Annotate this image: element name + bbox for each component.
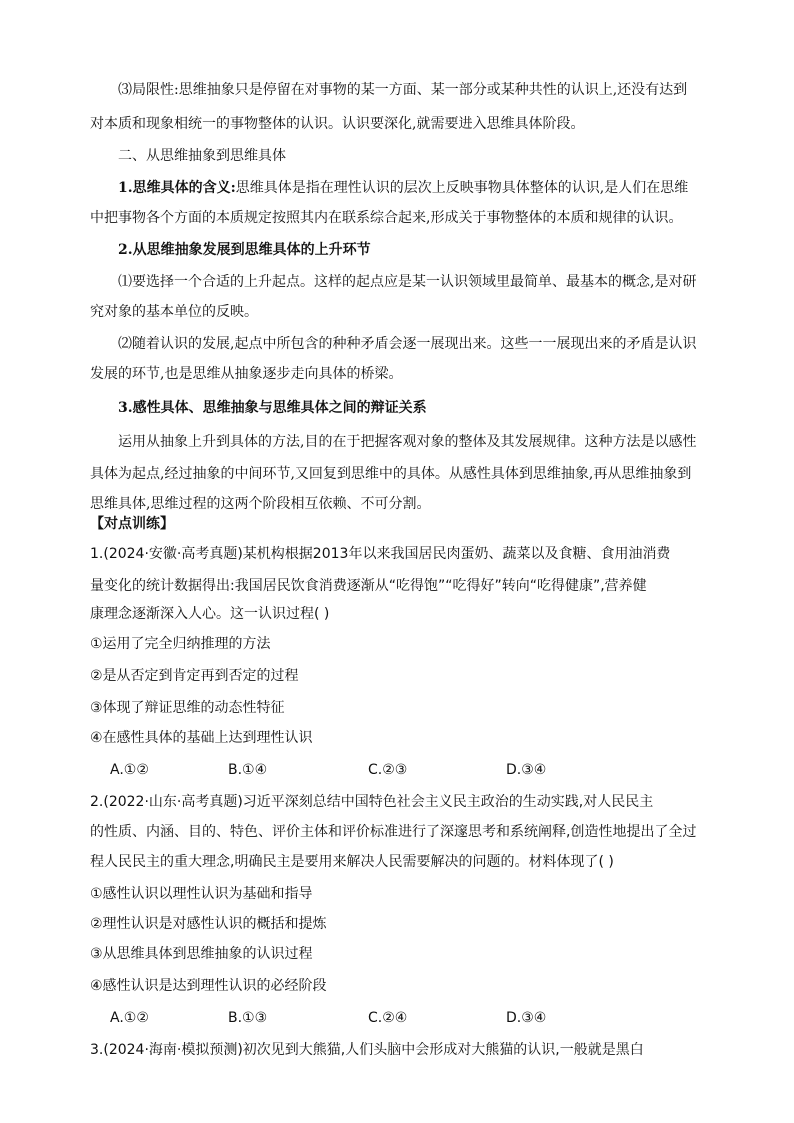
question-2-statement-4: ④感性认识是达到理性认识的必经阶段 [90, 978, 327, 994]
question-2-line-1: 2.(2022·山东·高考真题)习近平深刻总结中国特色社会主义民主政治的生动实践,对人民民主 [90, 794, 654, 810]
question-2-option-c[interactable]: C.②④ [368, 1010, 408, 1026]
question-1-option-a[interactable]: A.①② [110, 762, 149, 778]
item-1-line-2: 中把事物各个方面的本质规定按照其内在联系综合起来,形成关于事物整体的本质和规律的认识。 [90, 210, 683, 226]
question-1-line-2: 量变化的统计数据得出:我国居民饮食消费逐渐从“吃得饱”“吃得好”转向“吃得健康”,营养健 [90, 578, 647, 594]
limitation-line-2: 对本质和现象相统一的事物整体的认识。认识要深化,就需要进入思维具体阶段。 [90, 116, 585, 132]
item-2-point-1-line-2: 究对象的基本单位的反映。 [90, 304, 258, 320]
question-2-line-2: 的性质、内涵、目的、特色、评价主体和评价标准进行了深邃思考和系统阐释,创造性地提出了全过 [90, 824, 697, 840]
question-2-options [110, 1008, 610, 1028]
item-3-line-2: 具体为起点,经过抽象的中间环节,又回复到思维中的具体。从感性具体到思维抽象,再从思维抽象到 [90, 466, 692, 482]
question-2-option-b[interactable]: B.①③ [228, 1010, 268, 1026]
item-3-title: 3.感性具体、思维抽象与思维具体之间的辩证关系 [118, 400, 427, 416]
item-1-text: 思维具体是指在理性认识的层次上反映事物具体整体的认识,是人们在思维 [235, 180, 689, 196]
item-1-line-1 [118, 178, 688, 198]
item-3-line-3: 思维具体,思维过程的这两个阶段相互依赖、不可分割。 [90, 496, 431, 512]
item-2-point-2-line-1: ⑵随着认识的发展,起点中所包含的种种矛盾会逐一展现出来。这些一一展现出来的矛盾是认识 [118, 336, 697, 352]
question-2-statement-3: ③从思维具体到思维抽象的认识过程 [90, 946, 313, 962]
item-1-title: 1.思维具体的含义: [118, 180, 236, 196]
question-1-statement-1: ①运用了完全归纳推理的方法 [90, 636, 271, 652]
question-1-line-3: 康理念逐渐深入人心。这一认识过程( ) [90, 606, 330, 622]
question-1-statement-2: ②是从否定到肯定再到否定的过程 [90, 668, 299, 684]
question-1-statement-3: ③体现了辩证思维的动态性特征 [90, 700, 285, 716]
item-2-point-2-line-2: 发展的环节,也是思维从抽象逐步走向具体的桥梁。 [90, 366, 403, 382]
question-1-option-b[interactable]: B.①④ [228, 762, 268, 778]
question-2-statement-2: ②理性认识是对感性认识的概括和提炼 [90, 916, 327, 932]
limitation-line-1: ⑶局限性:思维抽象只是停留在对事物的某一方面、某一部分或某种共性的认识上,还没有达到 [118, 82, 688, 98]
section-2-title: 二、从思维抽象到思维具体 [118, 148, 286, 164]
item-2-title: 2.从思维抽象发展到思维具体的上升环节 [118, 242, 371, 258]
question-1-statement-4: ④在感性具体的基础上达到理性认识 [90, 730, 313, 746]
question-2-statement-1: ①感性认识以理性认识为基础和指导 [90, 886, 313, 902]
question-1-line-1: 1.(2024·安徽·高考真题)某机构根据2013年以来我国居民肉蛋奶、蔬菜以及食糖、食用油消费 [90, 546, 671, 562]
training-heading: 【对点训练】 [90, 516, 174, 532]
question-1-option-c[interactable]: C.②③ [368, 762, 408, 778]
item-2-point-1-line-1: ⑴要选择一个合适的上升起点。这样的起点应是某一认识领域里最简单、最基本的概念,是对研 [118, 274, 697, 290]
question-2-option-a[interactable]: A.①② [110, 1010, 149, 1026]
question-2-line-3: 程人民民主的重大理念,明确民主是要用来解决人民需要解决的问题的。材料体现了( ) [90, 854, 614, 870]
question-3-line-1: 3.(2024·海南·模拟预测)初次见到大熊猫,人们头脑中会形成对大熊猫的认识,一般就是黑白 [90, 1042, 644, 1058]
question-2-option-d[interactable]: D.③④ [506, 1010, 547, 1026]
item-3-line-1: 运用从抽象上升到具体的方法,目的在于把握客观对象的整体及其发展规律。这种方法是以感性 [118, 434, 697, 450]
question-1-option-d[interactable]: D.③④ [506, 762, 547, 778]
question-1-options [110, 760, 610, 780]
